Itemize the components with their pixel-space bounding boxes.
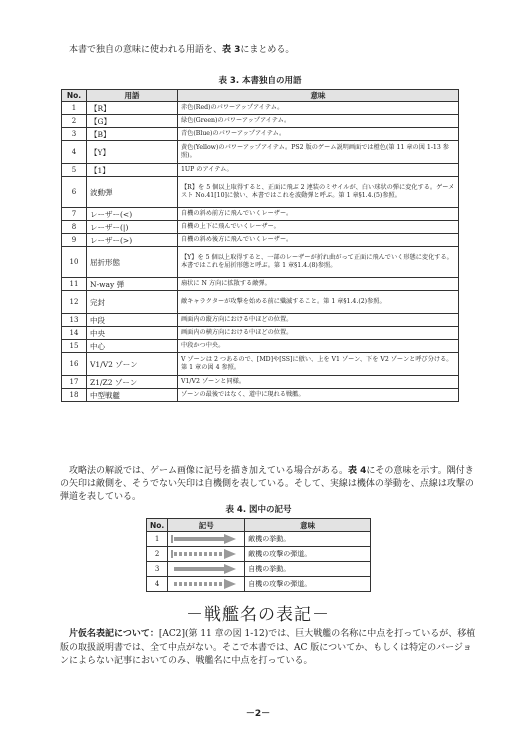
- row-meaning: 1UP のアイテム。: [178, 164, 459, 177]
- row-term: レーザー(|): [87, 221, 178, 234]
- row-meaning: ゾーンの最後ではなく、道中に現れる戦艦。: [178, 389, 459, 402]
- table-row: [62, 389, 459, 402]
- row-meaning: 画面内の縦方向における中ほどの位置。: [178, 314, 459, 327]
- row-number: 6: [62, 177, 87, 208]
- table-row: [62, 128, 459, 141]
- table-row: [62, 278, 459, 291]
- column-header-meaning: 意味: [245, 519, 371, 532]
- table4-caption: 表 4. 図中の記号: [225, 505, 292, 515]
- row-number: 4: [62, 141, 87, 164]
- katakana-paragraph: [60, 628, 480, 669]
- table-row: [62, 208, 459, 221]
- arrow-corner-dotted-icon: [170, 549, 238, 559]
- arrow-plain-dotted-icon: [170, 579, 238, 589]
- row-number: 4: [147, 577, 168, 592]
- row-number: 10: [62, 247, 87, 278]
- intro-table-ref: 表 3: [222, 45, 241, 55]
- table-row: [62, 221, 459, 234]
- row-term: 波動弾: [87, 177, 178, 208]
- row-term: N-way 弾: [87, 278, 178, 291]
- row-number: 17: [62, 376, 87, 389]
- column-header-no: No.: [147, 519, 168, 532]
- table3-caption: 表 3. 本書独自の用語: [218, 76, 302, 86]
- intro-text-after: にまとめる。: [240, 45, 295, 55]
- table-row: [62, 102, 459, 115]
- row-number: 13: [62, 314, 87, 327]
- row-term: 中心: [87, 340, 178, 353]
- row-meaning: 扇状に N 方向に拡散する敵弾。: [178, 278, 459, 291]
- table-header-row: [147, 519, 371, 532]
- table-row: [147, 577, 371, 592]
- row-number: 12: [62, 291, 87, 314]
- table-row: [147, 532, 371, 547]
- row-number: 2: [62, 115, 87, 128]
- symbols-table-ref: 表 4: [348, 466, 367, 476]
- row-term: V1/V2 ゾーン: [87, 353, 178, 376]
- row-number: 7: [62, 208, 87, 221]
- row-term: 完封: [87, 291, 178, 314]
- table-row: [62, 353, 459, 376]
- row-meaning: 自機の上下に飛んでいくレーザー。: [178, 221, 459, 234]
- row-number: 1: [62, 102, 87, 115]
- row-term: 【1】: [87, 164, 178, 177]
- row-number: 1: [147, 532, 168, 547]
- row-meaning: 緑色(Green)のパワーアップアイテム。: [178, 115, 459, 128]
- symbols-table: [146, 518, 371, 592]
- row-number: 8: [62, 221, 87, 234]
- row-meaning: 敵機の攻撃の弾道。: [245, 547, 371, 562]
- row-meaning: 黄色(Yellow)のパワーアップアイテム。PS2 版のゲーム説明画面では橙色(第 11 章の図 1-13 参照)。: [178, 141, 459, 164]
- column-header-no: No.: [62, 90, 87, 102]
- row-term: Z1/Z2 ゾーン: [87, 376, 178, 389]
- row-meaning: 敵機の挙動。: [245, 532, 371, 547]
- row-term: 中央: [87, 327, 178, 340]
- intro-paragraph: [60, 44, 480, 57]
- table-row: [62, 376, 459, 389]
- row-meaning: 中段かつ中央。: [178, 340, 459, 353]
- row-number: 16: [62, 353, 87, 376]
- katakana-lead: 片仮名表記について：: [69, 629, 159, 639]
- row-meaning: V1/V2 ゾーンと同様。: [178, 376, 459, 389]
- terms-table: [61, 89, 459, 402]
- row-number: 9: [62, 234, 87, 247]
- row-number: 11: [62, 278, 87, 291]
- row-term: 【Y】: [87, 141, 178, 164]
- table-row: [147, 562, 371, 577]
- row-meaning: 自機の斜め後方に飛んでいくレーザー。: [178, 234, 459, 247]
- arrow-corner-solid-icon: [170, 534, 238, 544]
- row-number: 5: [62, 164, 87, 177]
- symbols-text-before: 攻略法の解説では、ゲーム画像に記号を描き加えている場合がある。: [69, 466, 349, 476]
- row-meaning: 青色(Blue)のパワーアップアイテム。: [178, 128, 459, 141]
- row-meaning: 自機の斜め前方に飛んでいくレーザー。: [178, 208, 459, 221]
- column-header-meaning: 意味: [178, 90, 459, 102]
- table-row: [62, 234, 459, 247]
- table-row: [62, 141, 459, 164]
- column-header-term: 用語: [87, 90, 178, 102]
- row-meaning: V ゾーンは 2 つあるので、[MD]や[SS]に倣い、上を V1 ゾーン、下を V2 ゾーンと呼び分ける。第 1 章の図 4 参照。: [178, 353, 459, 376]
- table-row: [62, 327, 459, 340]
- table-header-row: [62, 90, 459, 102]
- row-symbol: [168, 532, 245, 547]
- symbols-text-after: にその意味を示す。隅付きの矢印は敵側を、そうでない矢印は自機側を表している。そして、実線は機体の挙動を、点線は攻撃の弾道を表している。: [60, 466, 474, 502]
- column-header-symbol: 記号: [168, 519, 245, 532]
- row-symbol: [168, 577, 245, 592]
- row-term: 【B】: [87, 128, 178, 141]
- katakana-text: [AC2](第 11 章の図 1-12)では、巨大戦艦の名称に中点を打っているが、移植版の取扱説明書では、全て中点がない。そこで本書では、AC 版についてか、もしくは特定のバージョンによらない記事においてのみ、戦艦名に中点を打っている。: [60, 629, 476, 666]
- table-row: [62, 291, 459, 314]
- page-number: －2－: [245, 709, 271, 719]
- row-meaning: 【R】を 5 個以上取得すると、正面に飛ぶ 2 連装のミサイルが、白い球状の弾に変化する。ゲーメスト No.41[10]に倣い、本書ではこれを波動弾と呼ぶ。第 1 章§1.4.(5)参照。: [178, 177, 459, 208]
- row-meaning: 【Y】を 5 個以上取得すると、一部のレーザーが折れ曲がって正面に飛んでいく形態に変化する。本書ではこれを屈折形態と呼ぶ。第 1 章§1.4.(8)参照。: [178, 247, 459, 278]
- row-number: 15: [62, 340, 87, 353]
- row-symbol: [168, 547, 245, 562]
- table-row: [62, 314, 459, 327]
- symbols-table-body: [147, 532, 371, 592]
- table-row: [62, 115, 459, 128]
- row-term: 【G】: [87, 115, 178, 128]
- arrow-plain-solid-icon: [170, 564, 238, 574]
- row-number: 18: [62, 389, 87, 402]
- table-row: [62, 177, 459, 208]
- row-number: 3: [62, 128, 87, 141]
- table-row: [62, 340, 459, 353]
- row-term: レーザー(<): [87, 208, 178, 221]
- row-number: 3: [147, 562, 168, 577]
- symbols-paragraph: [60, 465, 480, 504]
- section-title: －戦艦名の表記－: [186, 605, 330, 625]
- row-term: 中段: [87, 314, 178, 327]
- terms-table-body: [62, 102, 459, 402]
- row-meaning: 自機の挙動。: [245, 562, 371, 577]
- row-meaning: 画面内の横方向における中ほどの位置。: [178, 327, 459, 340]
- table-row: [147, 547, 371, 562]
- row-number: 14: [62, 327, 87, 340]
- table-row: [62, 247, 459, 278]
- row-meaning: 赤色(Red)のパワーアップアイテム。: [178, 102, 459, 115]
- row-symbol: [168, 562, 245, 577]
- row-term: 【R】: [87, 102, 178, 115]
- row-meaning: 自機の攻撃の弾道。: [245, 577, 371, 592]
- row-term: 屈折形態: [87, 247, 178, 278]
- row-meaning: 敵キャラクターが攻撃を始める前に殲滅すること。第 1 章§1.4.(2)参照。: [178, 291, 459, 314]
- row-term: 中型戦艦: [87, 389, 178, 402]
- table-row: [62, 164, 459, 177]
- intro-text-before: 本書で独自の意味に使われる用語を、: [69, 45, 223, 55]
- row-term: レーザー(>): [87, 234, 178, 247]
- row-number: 2: [147, 547, 168, 562]
